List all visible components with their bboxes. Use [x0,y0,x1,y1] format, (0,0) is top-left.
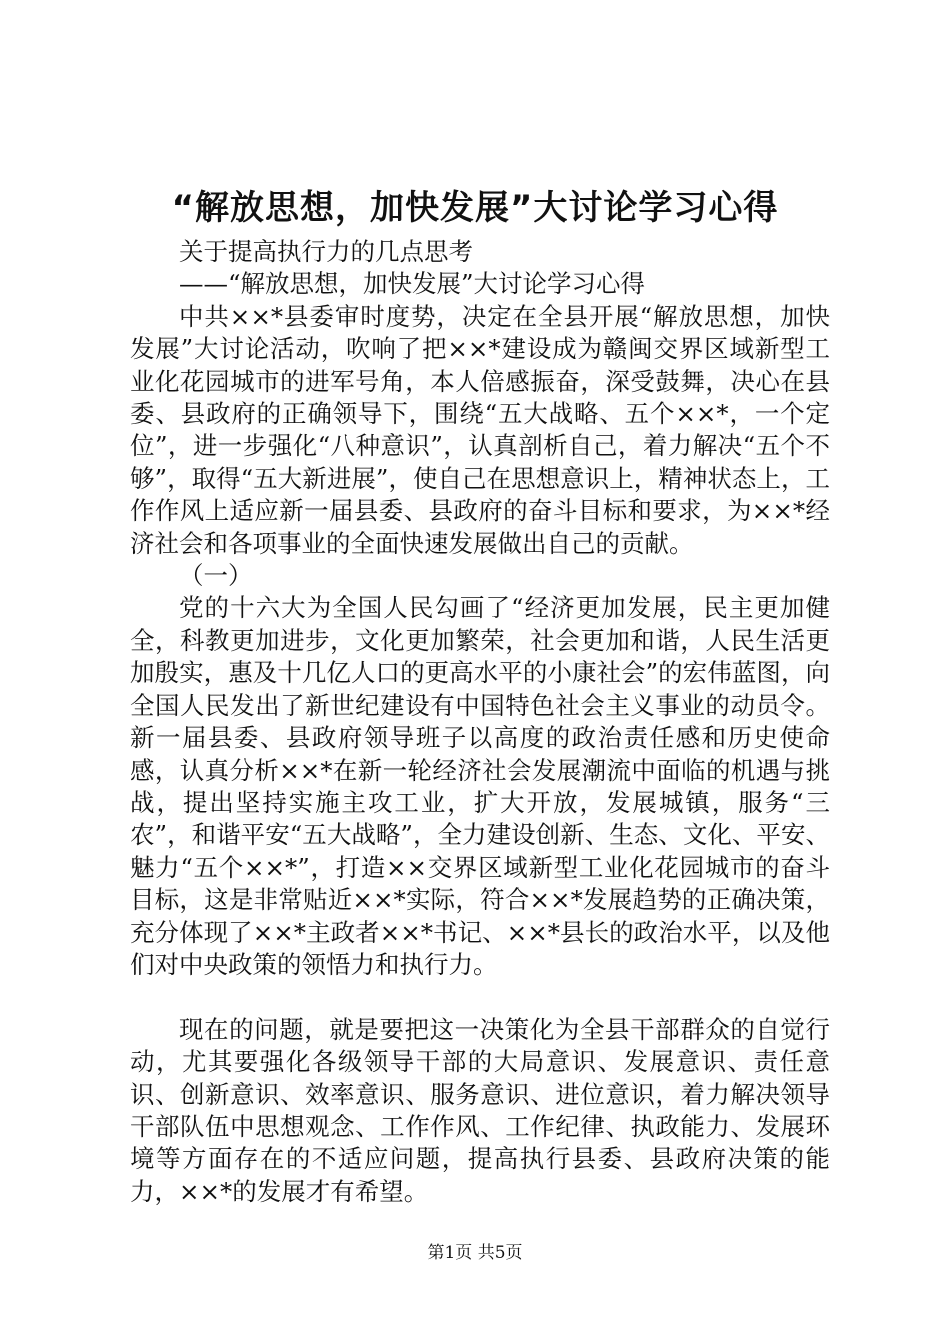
paragraph-intro: 中共××*县委审时度势，决定在全县开展“解放思想，加快发展”大讨论活动，吹响了把××*建设成为赣闽交界区域新型工业化花园城市的进军号角，本人倍感振奋，深受鼓舞，决心在县委、县政府的正确领导下，围绕“五大战略、五个××*，一个定位”，进一步强化“八种意识”，认真剖析自己，着力解决“五个不够”，取得“五大新进展”，使自己在思想意识上，精神状态上，工作作风上适应新一届县委、县政府的奋斗目标和要求，为××*经济社会和各项事业的全面快速发展做出自己的贡献。 [130,301,830,558]
paragraph-problem: 现在的问题，就是要把这一决策化为全县干部群众的自觉行动，尤其要强化各级领导干部的大局意识、发展意识、责任意识、创新意识、效率意识、服务意识、进位意识，着力解决领导干部队伍中思想观念、工作作风、工作纪律、执政能力、发展环境等方面存在的不适应问题，提高执行县委、县政府决策的能力，××*的发展才有希望。 [130,1014,830,1206]
paragraph-gap [130,981,830,1013]
subtitle-line-1: 关于提高执行力的几点思考 [179,237,473,266]
paragraph-section-1: 党的十六大为全国人民勾画了“经济更加发展，民主更加健全，科教更加进步，文化更加繁荣，社会更加和谐，人民生活更加殷实，惠及十几亿人口的更高水平的小康社会”的宏伟蓝图，向全国人民发出了新世纪建设有中国特色社会主义事业的动员令。新一届县委、县政府领导班子以高度的政治责任感和历史使命感，认真分析××*在新一轮经济社会发展潮流中面临的机遇与挑战，提出坚持实施主攻工业，扩大开放，发展城镇，服务“三农”，和谐平安“五大战略”，全力建设创新、生态、文化、平安、魅力“五个××*”，打造××交界区域新型工业化花园城市的奋斗目标，这是非常贴近××*实际，符合××*发展趋势的正确决策，充分体现了××*主政者××*书记、××*县长的政治水平，以及他们对中央政策的领悟力和执行力。 [130,593,830,979]
section-heading-1: （一） [179,561,253,591]
page-number-footer: 第1页 共5页 [427,1243,523,1263]
document-body [130,236,830,1208]
document-title: “解放思想，加快发展”大讨论学习心得 [171,188,779,228]
subtitle-line-2: ——“解放思想，加快发展”大讨论学习心得 [179,269,646,299]
